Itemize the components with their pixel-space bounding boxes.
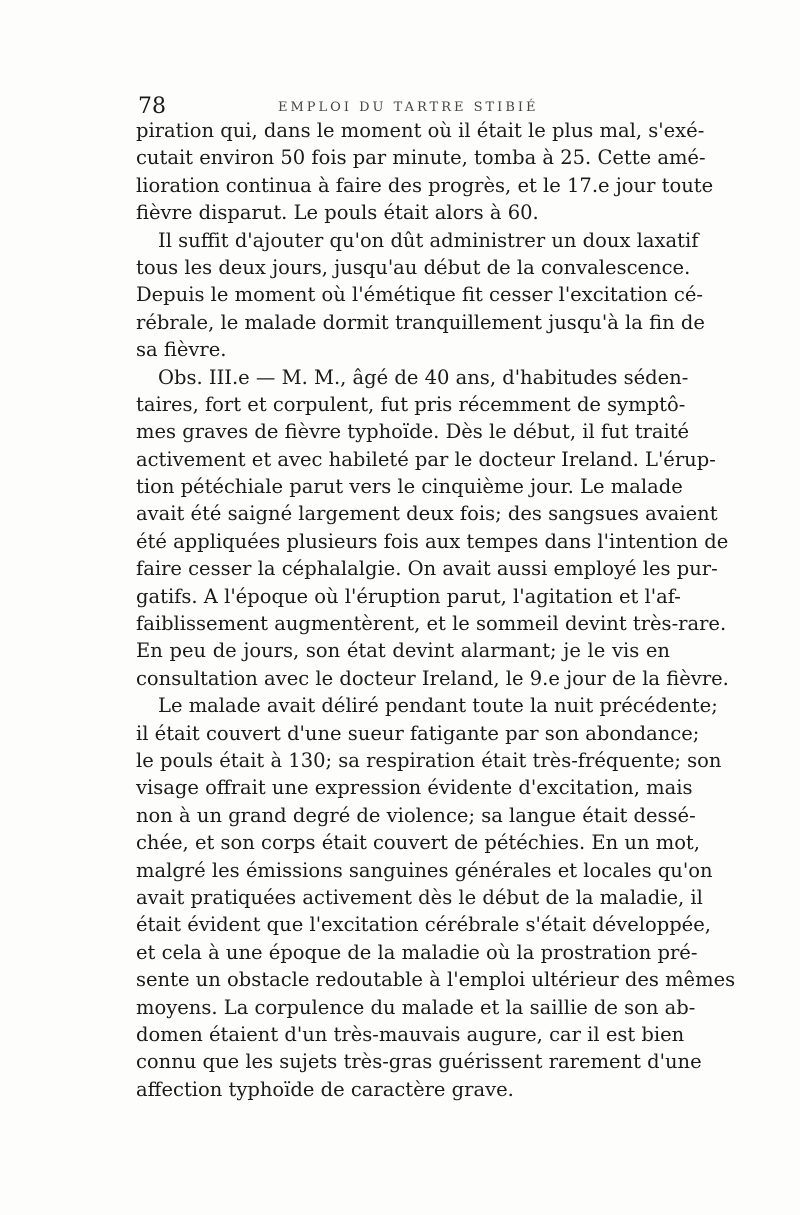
text-line: moyens. La corpulence du malade et la saillie de son ab- [136,995,696,1019]
text-line: taires, fort et corpulent, fut pris récemment de symptô- [136,392,686,416]
body-text [136,117,736,1103]
text-line: Il suffit d'ajouter qu'on dût administrer un doux laxatif [158,228,699,252]
text-line: domen étaient d'un très-mauvais augure, car il est bien [136,1022,685,1046]
text-line: tous les deux jours, jusqu'au début de la convalescence. [136,255,691,279]
text-line: était évident que l'excitation cérébrale s'était développée, [136,913,711,937]
text-line: cutait environ 50 fois par minute, tomba à 25. Cette amé- [136,146,706,170]
text-line: il était couvert d'une sueur fatigante par son abondance; [136,721,700,745]
text-line: le pouls était à 130; sa respiration était très-fréquente; son [136,748,722,772]
text-line: avait pratiquées activement dès le début de la maladie, il [136,885,703,909]
text-line: activement et avec habileté par le docteur Ireland. L'érup- [136,447,716,471]
text-line: tion pétéchiale parut vers le cinquième jour. Le malade [136,475,683,499]
text-line: gatifs. A l'époque où l'éruption parut, l'agitation et l'af- [136,584,681,608]
text-line: sente un obstacle redoutable à l'emploi ultérieur des mêmes [136,968,736,992]
text-line: Le malade avait déliré pendant toute la nuit précédente; [158,694,718,718]
text-line: été appliquées plusieurs fois aux tempes dans l'intention de [136,529,729,553]
text-line: consultation avec le docteur Ireland, le 9.e jour de la fièvre. [136,666,729,690]
page-number: 78 [138,94,166,119]
text-line: Obs. III.e — M. M., âgé de 40 ans, d'habitudes séden- [158,365,689,389]
text-line: connu que les sujets très-gras guérissent rarement d'une [136,1050,702,1074]
text-line: fièvre disparut. Le pouls était alors à 60. [136,201,539,225]
text-line: mes graves de fièvre typhoïde. Dès le début, il fut traité [136,420,690,444]
text-line: faiblissement augmentèrent, et le sommeil devint très-rare. [136,612,727,636]
text-line: non à un grand degré de violence; sa langue était dessé- [136,803,696,827]
text-line: lioration continua à faire des progrès, et le 17.e jour toute [136,173,714,197]
text-line: En peu de jours, son état devint alarmant; je le vis en [136,639,670,663]
text-line: et cela à une époque de la maladie où la prostration pré- [136,940,698,964]
text-line: sa fièvre. [136,338,227,362]
text-line: avait été saigné largement deux fois; des sangsues avaient [136,502,718,526]
text-line: chée, et son corps était couvert de pétéchies. En un mot, [136,831,700,855]
text-line: affection typhoïde de caractère grave. [136,1077,514,1101]
text-line: malgré les émissions sanguines générales et locales qu'on [136,858,713,882]
text-line: Depuis le moment où l'émétique fit cesser l'excitation cé- [136,283,703,307]
text-line: piration qui, dans le moment où il était le plus mal, s'exé- [136,119,705,142]
text-line: faire cesser la céphalalgie. On avait aussi employé les pur- [136,557,718,581]
running-head: EMPLOI DU TARTRE STIBIÉ [278,100,539,115]
text-line: rébrale, le malade dormit tranquillement jusqu'à la fin de [136,310,705,334]
text-line: visage offrait une expression évidente d'excitation, mais [136,776,693,800]
